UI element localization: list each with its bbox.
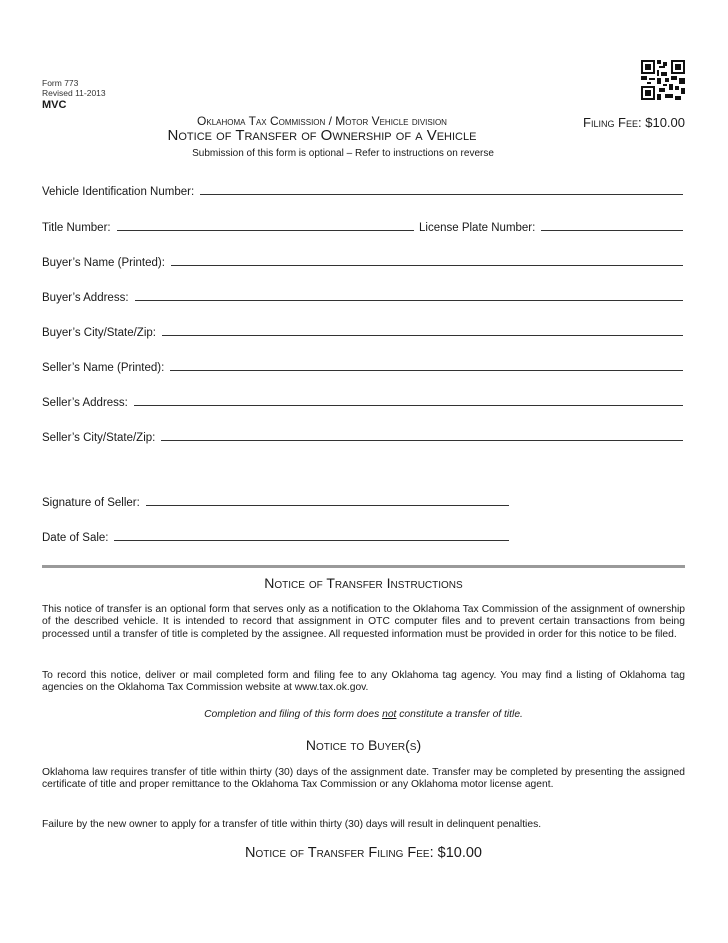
buyer-name-label: Buyer’s Name (Printed): bbox=[42, 257, 165, 269]
division-code: MVC bbox=[42, 99, 67, 111]
footer-fee-line: Notice of Transfer Filing Fee: $10.00 bbox=[245, 845, 482, 861]
instructions-note bbox=[42, 709, 685, 720]
instructions-heading: Notice of Transfer Instructions bbox=[264, 575, 463, 591]
signature-field[interactable] bbox=[42, 497, 509, 509]
note-not: not bbox=[382, 709, 397, 720]
vin-label: Vehicle Identification Number: bbox=[42, 186, 195, 198]
buyers-paragraph-1: Oklahoma law requires transfer of title within thirty (30) days of the assignment date. Transfer may be completed by presenting the assigned certificate of title and proper remittance to the Oklahoma Tax Commission or any Oklahoma motor license agent. bbox=[42, 767, 685, 791]
seller-city-label: Seller’s City/State/Zip: bbox=[42, 432, 156, 444]
note-text-after: constitute a transfer of title. bbox=[396, 709, 523, 720]
seller-city-field[interactable] bbox=[42, 432, 683, 444]
buyer-city-input-line[interactable] bbox=[162, 334, 683, 336]
license-plate-field[interactable] bbox=[419, 222, 683, 234]
seller-name-field[interactable] bbox=[42, 362, 683, 374]
date-of-sale-input-line[interactable] bbox=[114, 539, 509, 541]
title-number-input-line[interactable] bbox=[117, 229, 414, 231]
buyer-address-input-line[interactable] bbox=[135, 299, 683, 301]
revision-date: Revised 11-2013 bbox=[42, 87, 106, 98]
form-number: Form 773 bbox=[42, 78, 79, 88]
instructions-paragraph-2: To record this notice, deliver or mail completed form and filing fee to any Oklahoma tag agency. You may find a listing of Oklahoma tag agencies on the Oklahoma Tax Commission website at www.tax.ok.gov. bbox=[42, 670, 685, 694]
instructions-paragraph-1: This notice of transfer is an optional form that serves only as a notification to the Oklahoma Tax Commission of the assignment of ownership of the described vehicle. It is intended to record that assignment in OTC computer files and to prevent certain transactions from being processed until a transfer of title is completed by the assignee. All requested information must be provided in order for this notice to be filed. bbox=[42, 604, 685, 640]
seller-address-input-line[interactable] bbox=[134, 404, 683, 406]
date-of-sale-label: Date of Sale: bbox=[42, 532, 109, 544]
seller-name-input-line[interactable] bbox=[170, 369, 683, 371]
license-plate-label: License Plate Number: bbox=[419, 222, 536, 234]
title-number-field[interactable] bbox=[42, 222, 414, 234]
buyer-name-input-line[interactable] bbox=[171, 264, 683, 266]
title-number-label: Title Number: bbox=[42, 222, 111, 234]
form-heading bbox=[42, 114, 602, 144]
license-plate-input-line[interactable] bbox=[541, 229, 683, 231]
seller-address-label: Seller’s Address: bbox=[42, 397, 128, 409]
buyers-heading: Notice to Buyer(s) bbox=[305, 737, 422, 753]
seller-name-label: Seller’s Name (Printed): bbox=[42, 362, 165, 374]
note-text-before: Completion and filing of this form does bbox=[204, 709, 383, 720]
buyer-city-label: Buyer’s City/State/Zip: bbox=[42, 327, 156, 339]
signature-input-line[interactable] bbox=[146, 504, 509, 506]
seller-address-field[interactable] bbox=[42, 397, 683, 409]
vin-field[interactable] bbox=[42, 186, 683, 198]
form-number-block bbox=[42, 79, 106, 98]
buyer-address-field[interactable] bbox=[42, 292, 683, 304]
buyer-name-field[interactable] bbox=[42, 257, 683, 269]
buyer-address-label: Buyer’s Address: bbox=[42, 292, 129, 304]
buyers-paragraph-2: Failure by the new owner to apply for a transfer of title within thirty (30) days will result in delinquent penalties. bbox=[42, 819, 542, 830]
filing-fee: Filing Fee: $10.00 bbox=[583, 115, 685, 130]
form-subtitle: Submission of this form is optional – Refer to instructions on reverse bbox=[192, 148, 494, 159]
vin-input-line[interactable] bbox=[200, 193, 683, 195]
section-divider bbox=[42, 565, 685, 568]
agency-name: Oklahoma Tax Commission / Motor Vehicle division bbox=[197, 114, 447, 128]
form-title: Notice of Transfer of Ownership of a Vehicle bbox=[167, 127, 477, 144]
buyer-city-field[interactable] bbox=[42, 327, 683, 339]
qr-code-icon bbox=[641, 60, 685, 100]
date-of-sale-field[interactable] bbox=[42, 532, 509, 544]
seller-city-input-line[interactable] bbox=[161, 439, 683, 441]
signature-label: Signature of Seller: bbox=[42, 497, 140, 509]
